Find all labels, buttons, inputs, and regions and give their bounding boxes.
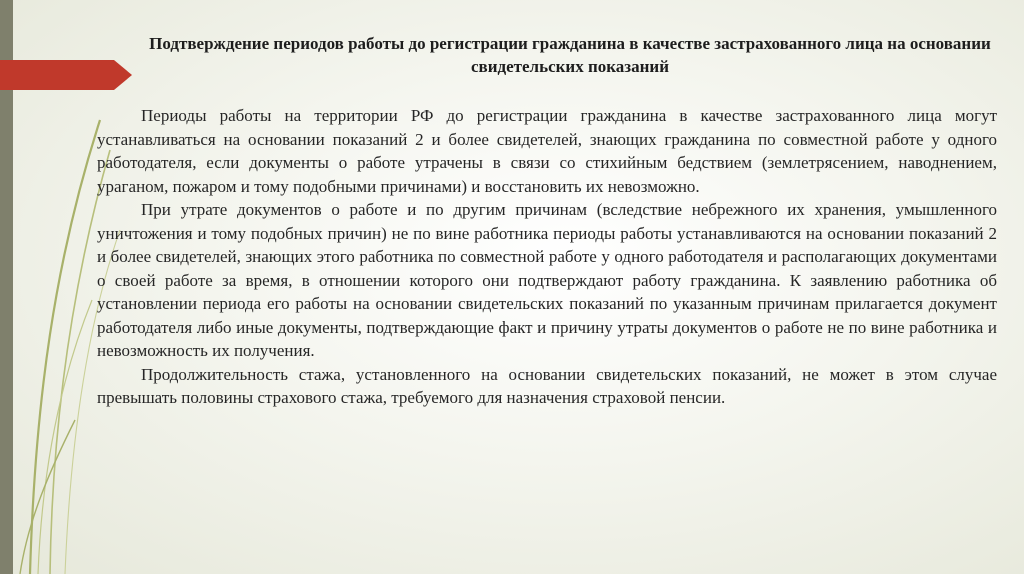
- red-arrow-shape: [0, 60, 132, 90]
- slide-body: [97, 104, 997, 410]
- paragraph-1: Периоды работы на территории РФ до регистрации гражданина в качестве застрахованного лица могут устанавливаться на основании показаний 2 и более свидетелей, знающих гражданина по совместной работе у одного работодателя, если документы о работе утрачены в связи со стихийным бедствием (землетрясением, наводнением, ураганом, пожаром и тому подобными причинами) и восстановить их невозможно.: [97, 106, 997, 196]
- paragraph-3: Продолжительность стажа, установленного на основании свидетельских показаний, не может в этом случае превышать половины страхового стажа, требуемого для назначения страховой пенсии.: [97, 364, 997, 407]
- paragraph-2: При утрате документов о работе и по другим причинам (вследствие небрежного их хранения, умышленного уничтожения и тому подобных причин) не по вине работника периоды работы устанавливаются на основании показаний 2 и более свидетелей, знающих этого работника по совместной работе у одного работодателя и располагающих документами о своей работе за время, в отношении которого они подтверждают работу гражданина. К заявлению работника об установлении периода его работы на основании свидетельских показаний по указанным причинам прилагается документ работодателя либо иные документы, подтверждающие факт и причину утраты документов о работе не по вине работника и невозможность их получения.: [97, 200, 997, 360]
- slide-title: Подтверждение периодов работы до регистрации гражданина в качестве застрахованного лица на основании свидетельских показаний: [149, 34, 991, 76]
